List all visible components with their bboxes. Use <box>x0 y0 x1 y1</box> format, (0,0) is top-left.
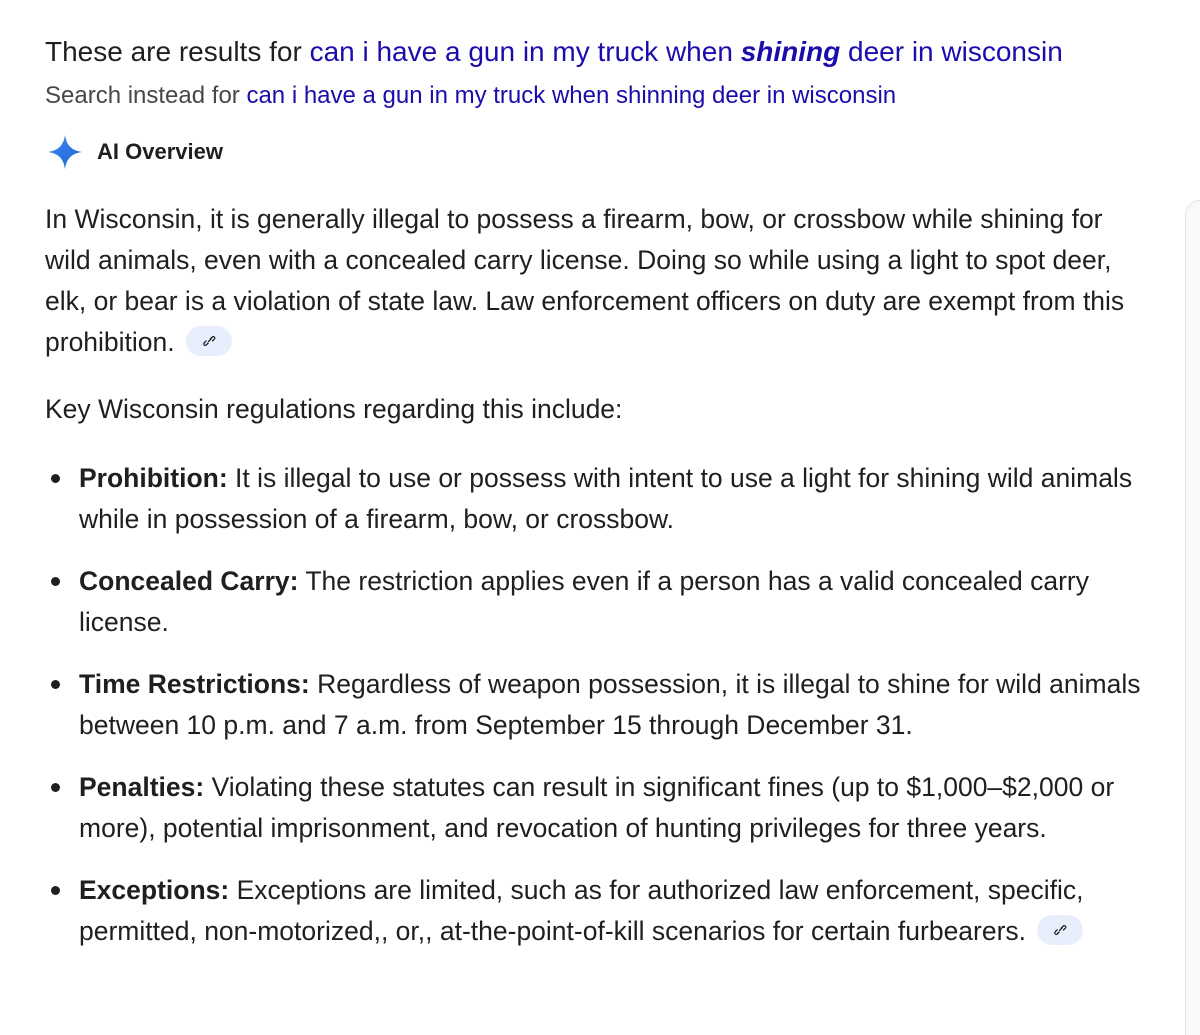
results-prefix: These are results for <box>45 36 302 67</box>
key-regulations-heading: Key Wisconsin regulations regarding this include: <box>45 394 623 424</box>
ai-overview-header <box>45 134 223 170</box>
query-emphasis: shining <box>740 36 841 67</box>
bullet-term: Time Restrictions: <box>79 669 310 699</box>
bullet-text: Exceptions are limited, such as for authorized law enforcement, specific, permitted, non-motorized,, or,, at-the-point-of-kill scenarios for certain furbearers. <box>79 875 1084 946</box>
link-icon <box>1052 922 1068 938</box>
bullet-term: Concealed Carry: <box>79 566 299 596</box>
source-link-button[interactable] <box>186 326 232 356</box>
list-item <box>45 767 1145 849</box>
bullet-term: Exceptions: <box>79 875 230 905</box>
bullet-dot <box>51 474 60 483</box>
bullet-text: Regardless of weapon possession, it is illegal to shine for wild animals between 10 p.m. and 7 a.m. from September 15 through December 31. <box>79 669 1141 740</box>
intro-text: In Wisconsin, it is generally illegal to possess a firearm, bow, or crossbow while shining for wild animals, even with a concealed carry license. Doing so while using a light to spot deer, elk, or bear is a violation of state law. Law enforcement officers on duty are exempt from this prohibition. <box>45 204 1125 357</box>
side-panel-edge <box>1185 200 1200 1035</box>
results-for-line <box>45 34 1063 70</box>
sparkle-icon <box>46 133 84 171</box>
list-item <box>45 870 1145 952</box>
list-item <box>45 664 1145 746</box>
bullet-text: Violating these statutes can result in significant fines (up to $1,000–$2,000 or more), potential imprisonment, and revocation of hunting privileges for three years. <box>79 772 1115 843</box>
bullet-dot <box>51 783 60 792</box>
bullet-text: It is illegal to use or possess with intent to use a light for shining wild animals while in possession of a firearm, bow, or crossbow. <box>79 463 1133 534</box>
source-link-button[interactable] <box>1037 915 1083 945</box>
bullet-dot <box>51 680 60 689</box>
bullet-text: The restriction applies even if a person has a valid concealed carry license. <box>79 566 1089 637</box>
regulations-list <box>45 458 1145 973</box>
bullet-term: Penalties: <box>79 772 205 802</box>
bullet-dot <box>51 886 60 895</box>
instead-prefix: Search instead for <box>45 82 240 109</box>
ai-overview-title: AI Overview <box>97 139 223 164</box>
link-icon <box>201 333 217 349</box>
original-query-link[interactable]: can i have a gun in my truck when shinning deer in wisconsin <box>246 82 897 109</box>
query-part-2: deer in wisconsin <box>848 36 1063 67</box>
query-part-1: can i have a gun in my truck when <box>309 36 733 67</box>
list-item <box>45 561 1145 643</box>
bullet-dot <box>51 577 60 586</box>
bullet-term: Prohibition: <box>79 463 228 493</box>
corrected-query-link[interactable] <box>310 36 1063 67</box>
search-instead-line <box>45 80 896 112</box>
ai-overview-intro <box>45 199 1145 363</box>
list-item <box>45 458 1145 540</box>
